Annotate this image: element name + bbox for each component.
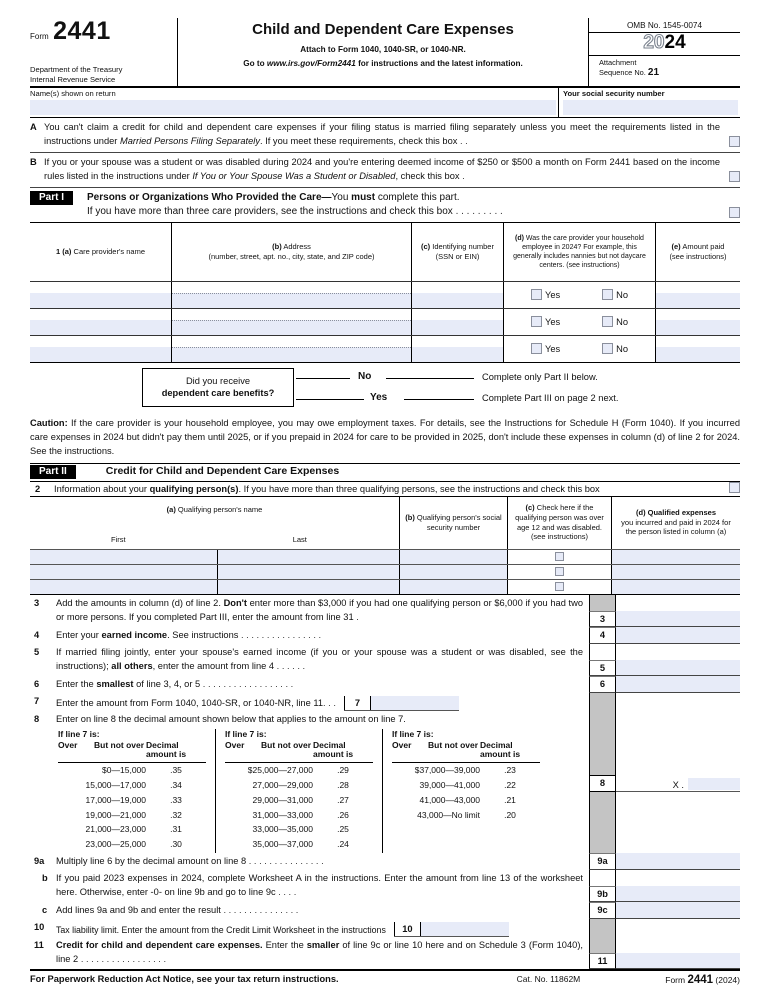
line9a-box-number: 9a [589,853,616,870]
line2-number: 2 [35,483,41,494]
line5-text: If married filing jointly, enter your spouse's earned income (if you or your spouse was a student or was disabled, see the instructions); all others, enter the amount from line 4 . . . . . . [56,646,583,672]
form-number: 2441 [53,17,111,45]
qp-expenses-input[interactable] [612,580,740,594]
line7-box-number: 7 [344,696,371,710]
line2-more-persons-checkbox[interactable] [729,482,740,493]
flow-line [386,378,474,379]
qualifying-person-table [30,496,740,595]
line4-text: Enter your earned income. See instructions . . . . . . . . . . . . . . . . [56,629,322,640]
part1-more-providers-checkbox[interactable] [729,207,740,218]
decimal-table-block [30,727,740,853]
qp-expenses-input[interactable] [612,550,740,564]
line3-box-number: 3 [589,611,616,627]
line6-text: Enter the smallest of line 3, 4, or 5 . . . . . . . . . . . . . . . . . . [56,678,294,689]
amount-paid-input[interactable] [656,293,740,308]
household-employee-yes-checkbox[interactable] [531,343,542,354]
line4-box-number: 4 [589,627,616,644]
qp-ssn-input[interactable] [400,550,508,564]
line6-number: 6 [34,678,40,689]
line5-amount-input[interactable] [616,660,740,676]
provider-id-input[interactable] [412,293,503,308]
household-employee-no-checkbox[interactable] [602,289,613,300]
qp-last-name-input[interactable] [218,550,399,564]
decimal-group-2: If line 7 is: Over But not over Decimal amount is $25,000—27,000 .29 27,000—29,000 .28 29,000—31,000 .27 31,000—33,000 .26 33,000—35,000 .25 35,000—37,000 .24 [215,729,382,853]
line-a-text: You can't claim a credit for child and dependent care expenses if your filing status is married filing separately unless you meet the requirements listed in the instructions under Married Persons Filing Separately. If you meet these requirements, check this box . . [44,122,720,146]
qp-disabled-checkbox[interactable] [555,552,564,561]
checkbox-b[interactable] [729,171,740,182]
last-name-label: Last [292,534,307,544]
shaded-cell [589,727,616,775]
care-provider-row: Yes No [30,308,740,335]
goto-instruction: Go to www.irs.gov/Form2441 for instructions and the latest information. [243,59,523,68]
provider-name-input[interactable] [30,320,171,335]
line4-number: 4 [34,629,40,640]
household-employee-yes-checkbox[interactable] [531,316,542,327]
col-e-header: (e) Amount paid (see instructions) [669,242,727,261]
part2-heading [30,463,740,482]
qp-first-name-input[interactable] [30,580,218,594]
qualifying-person-row [30,564,740,579]
qp-disabled-checkbox[interactable] [555,567,564,576]
qp-last-name-input[interactable] [218,565,399,579]
line-a-label: A [30,122,37,132]
line9a-text: Multiply line 6 by the decimal amount on line 8 . . . . . . . . . . . . . . . [56,855,324,866]
shaded-cell [589,919,616,937]
col-a-header: 1 (a) Care provider's name [30,223,172,281]
provider-name-input[interactable] [30,293,171,308]
decimal-group-3: If line 7 is: Over But not over Decimal amount is $37,000—39,000 .23 39,000—41,000 .22 41,000—43,000 .21 43,000—No limit .20 [382,729,549,853]
qualifying-person-row [30,579,740,594]
line11-box-number: 11 [589,953,616,969]
part1-title: Persons or Organizations Who Provided the Care—You must complete this part. If you have more than three care providers, see the instructions and check this box . . . . . . . . . [87,191,740,220]
irs-url-link[interactable]: www.irs.gov/Form2441 [266,59,356,68]
line-b-label: B [30,156,37,167]
qp-first-name-input[interactable] [30,550,218,564]
line5-number: 5 [34,646,40,657]
name-label: Name(s) shown on return [30,89,116,98]
line10-amount-input[interactable] [421,922,509,936]
line3-number: 3 [34,597,40,608]
line9c-row [30,902,740,919]
form-title: Child and Dependent Care Expenses [252,21,514,38]
line9b-amount-input[interactable] [616,886,740,902]
line9c-box-number: 9c [589,902,616,919]
line-b-text: If you or your spouse was a student or was disabled during 2024 and you're entering deemed income of $250 or $500 a month on Form 2441 based on the income rules listed in the instructions under If You or Your Spouse Was a Student or Disabled, check this box . [44,156,720,181]
checkbox-b-section [30,153,740,188]
qp-ssn-input[interactable] [400,580,508,594]
shaded-cell [589,792,616,853]
footer-form-number: Form 2441 (2024) [665,973,740,986]
household-employee-no-checkbox[interactable] [602,316,613,327]
line6-box-number: 6 [589,676,616,693]
line5-row [30,644,740,676]
line9c-amount-input[interactable] [616,902,740,919]
caution-paragraph: Caution: If the care provider is your household employee, you may owe employment taxes. For details, see the Instructions for Schedule H (Form 1040). If you incurred care expenses in 2024 but didn't pay them until 2025, or if you prepaid in 2024 for care to be provided in 2025, don't include these expenses in column (d) of line 2 for 2024. See the instructions. [30,417,740,456]
line8-row [30,711,740,727]
line9b-box-number: 9b [589,886,616,902]
provider-address-input[interactable] [172,293,411,308]
line10-inset [394,922,509,937]
line10-number: 10 [34,921,45,932]
checkbox-a[interactable] [729,136,740,147]
attachment-sequence: Attachment Sequence No. 21 [599,57,660,79]
agency-block [30,65,173,84]
line8-x-label: X . [672,779,684,790]
no-branch-result: Complete only Part II below. [482,371,598,382]
line6-row [30,676,740,693]
qualifying-person-row [30,549,740,564]
line10-box-number: 10 [394,922,421,936]
tax-year: 2024 [589,33,740,56]
shaded-cell [589,937,616,953]
part1-label: Part I [30,191,73,205]
qp-disabled-checkbox[interactable] [555,582,564,591]
checkbox-a-section [30,118,740,153]
decimal-group-1: If line 7 is: Over But not over Decimal amount is $0—15,000 .35 15,000—17,000 .34 17,000—19,000 .33 19,000—21,000 .32 21,000—23,000 .31 23,000—25,000 .30 [56,729,215,853]
part2-title: Credit for Child and Dependent Care Expenses [105,464,340,477]
no-branch-label: No [358,370,372,382]
line8-number: 8 [34,713,40,724]
qp-expenses-input[interactable] [612,565,740,579]
line7-row [30,693,740,711]
line3-text: Add the amounts in column (d) of line 2. Don't enter more than $3,000 if you had one qualifying person or $6,000 if you had two or more persons. If you completed Part III, enter the amount from line 31 . [56,597,583,623]
ssn-cell [558,88,740,117]
catalog-number: Cat. No. 11862M [516,973,581,984]
line9c-number: c [42,904,48,915]
line8-box-number: 8 [589,775,616,792]
qp-col-c-header: (c) Check here if the qualifying person was over age 12 and was disabled. (see instructions) [508,497,612,549]
line6-amount-input[interactable] [616,676,740,693]
taxpayer-row [30,88,740,118]
form-id-block [30,18,178,86]
decimal-table [30,727,589,853]
household-employee-yes-checkbox[interactable] [531,289,542,300]
line11-text: Credit for child and dependent care expenses. Enter the smaller of line 9c or line 10 here and on Schedule 3 (Form 1040), line 2 . . . . . . . . . . . . . . . . . [56,939,583,965]
care-provider-table [30,222,740,363]
flow-line [404,399,474,400]
col-d-header: (d) Was the care provider your household employee in 2024? For example, this generally includes nannies but not daycare centers. (see instructions) [504,223,656,281]
yes-branch-result: Complete Part III on page 2 next. [482,392,619,403]
shaded-cell [589,595,616,611]
qp-col-b-header: (b) Qualifying person's social security number [400,497,508,549]
line4-amount-input[interactable] [616,627,740,644]
provider-id-input[interactable] [412,320,503,335]
provider-address-input[interactable] [172,320,411,335]
shaded-cell [589,711,616,727]
agency-line2: Internal Revenue Service [30,74,116,84]
name-input[interactable] [30,100,556,115]
provider-id-input[interactable] [412,347,503,362]
form-title-block [178,18,588,86]
line8-text: Enter on line 8 the decimal amount shown below that applies to the amount on line 7. [56,713,406,724]
line2-text: Information about your qualifying person(s). If you have more than three qualifying persons, see the instructions and check this box [54,483,600,494]
shaded-cell [589,693,616,711]
line9b-number: b [42,872,48,883]
line3-row [30,595,740,627]
line10-text: Tax liability limit. Enter the amount from the Credit Limit Worksheet in the instructions 10 [56,919,589,937]
provider-name-input[interactable] [30,347,171,362]
empty-cell [589,644,616,660]
col-c-header: (c) Identifying number (SSN or EIN) [412,223,504,281]
ssn-label: Your social security number [563,89,665,98]
care-provider-table-header [30,223,740,281]
qp-last-name-input[interactable] [218,580,399,594]
amount-paid-input[interactable] [656,347,740,362]
line3-amount-input[interactable] [616,611,740,627]
form-header [30,18,740,88]
agency-line1: Department of the Treasury [30,65,123,75]
line7-amount-input[interactable] [371,696,459,710]
line7-number: 7 [34,695,40,706]
line10-row [30,919,740,937]
first-name-label: First [111,534,126,544]
line2-row [30,482,740,496]
line5-box-number: 5 [589,660,616,676]
qp-first-name-input[interactable] [30,565,218,579]
line11-amount-input[interactable] [616,953,740,969]
dependent-care-benefits-flow [30,363,740,413]
flow-line [296,378,350,379]
line7-text: Enter the amount from Form 1040, 1040-SR, or 1040-NR, line 11 . . . 7 [56,693,589,711]
line11-row [30,937,740,969]
attach-instruction: Attach to Form 1040, 1040-SR, or 1040-NR. [300,45,466,54]
qp-col-d-header: (d) Qualified expenses you incurred and paid in 2024 for the person listed in column (a) [621,507,731,537]
amount-paid-input[interactable] [656,320,740,335]
benefits-question-box: Did you receive dependent care benefits? [142,368,294,407]
qp-ssn-input[interactable] [400,565,508,579]
line11-number: 11 [34,939,44,950]
paperwork-notice: For Paperwork Reduction Act Notice, see your tax return instructions. [30,973,339,984]
care-provider-row: Yes No [30,281,740,308]
line9a-amount-input[interactable] [616,853,740,870]
line9c-text: Add lines 9a and 9b and enter the result . . . . . . . . . . . . . . . [56,904,299,915]
omb-block [588,18,740,86]
qualifying-person-table-header [30,497,740,549]
omb-number: OMB No. 1545-0074 [589,18,740,33]
line7-inset [344,696,459,711]
ssn-input[interactable] [563,100,738,115]
line9a-number: 9a [34,855,45,866]
part1-heading [30,188,740,222]
line9b-row [30,870,740,902]
form-footer [30,969,740,986]
part2-label: Part II [30,465,76,479]
household-employee-no-checkbox[interactable] [602,343,613,354]
line9a-row [30,853,740,870]
qp-col-a-header: (a) Qualifying person's name First Last [30,497,400,549]
line9b-text: If you paid 2023 expenses in 2024, complete Worksheet A in the instructions. Enter the amount from line 13 of the worksheet here. Otherwise, enter -0- on line 9b and go to line 9c . . . . [56,872,583,898]
line4-row [30,627,740,644]
name-cell [30,88,558,117]
yes-branch-label: Yes [370,391,388,403]
flow-line [296,399,364,400]
care-provider-row: Yes No [30,335,740,362]
col-b-header: (b) Address (number, street, apt. no., city, state, and ZIP code) [172,223,412,281]
provider-address-input[interactable] [172,347,411,362]
empty-cell [589,870,616,886]
line8-decimal-input[interactable] [688,778,740,790]
form-word: Form [30,32,49,41]
